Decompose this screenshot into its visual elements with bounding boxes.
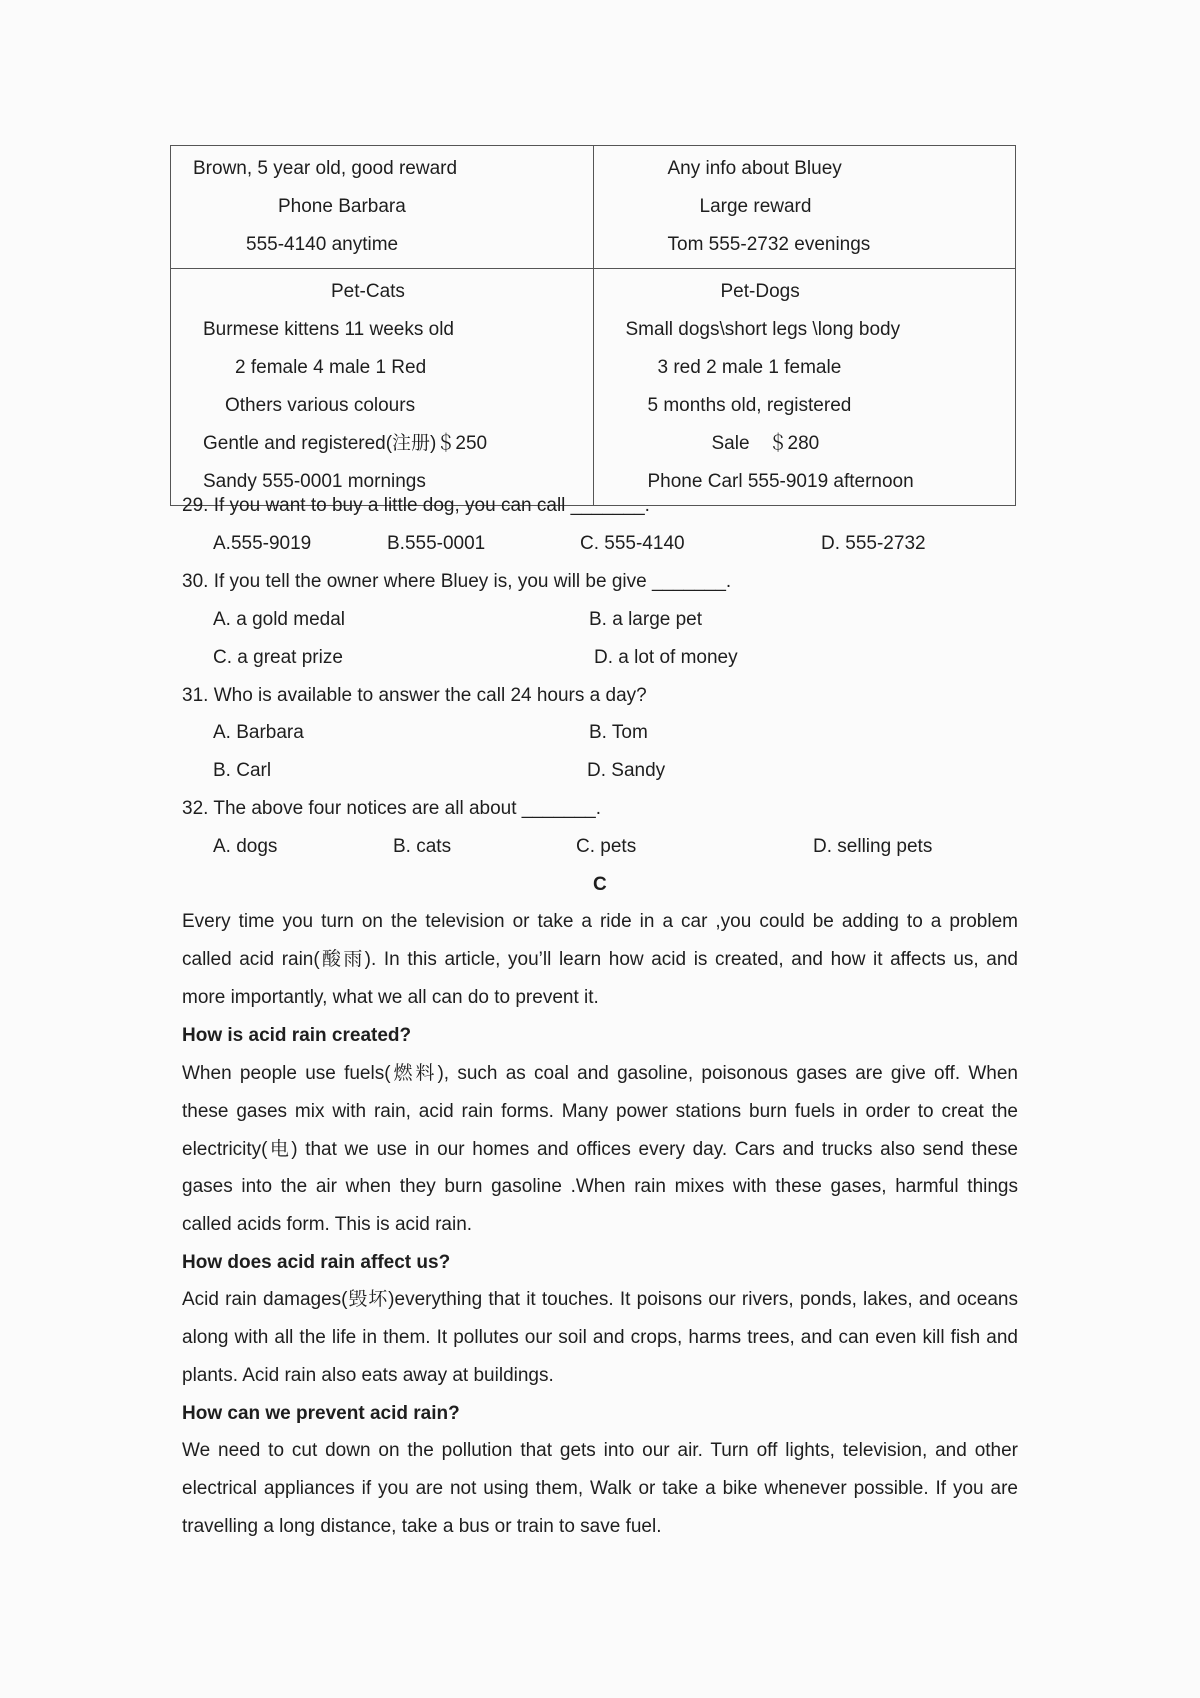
question-29-stem: 29. If you want to buy a little dog, you can call _______. — [182, 495, 650, 516]
question-32-option-a: A. dogs — [213, 836, 278, 857]
question-31-option-c: B. Carl — [213, 760, 272, 781]
notice-pet-dogs — [593, 269, 1016, 506]
paragraph-how-created: When people use fuels(燃料), such as coal and gasoline, poisonous gases are give off. When these gases mix with rain, acid rain forms. Many power stations burn fuels in order to creat the electricity(电) that we use in our homes and offices every day. Cars and trucks also send these gases into the air when they burn gasoline .When rain mixes with these gases, harmful things called acids form. This is acid rain. — [182, 1063, 1018, 1236]
paragraph-how-prevent: We need to cut down on the pollution that gets into our air. Turn off lights, television, and other electrical appliances if you are not using them, Walk or take a bike whenever possible. If you are travelling a long distance, take a bus or train to save fuel. — [182, 1440, 1018, 1537]
section-c-letter: C — [593, 874, 607, 895]
notice-heading: Pet-Cats — [331, 281, 405, 302]
question-30-option-a: A. a gold medal — [213, 609, 346, 630]
notice-lost-bluey — [593, 146, 1016, 269]
question-31-stem: 31. Who is available to answer the call 24 hours a day? — [182, 685, 647, 706]
notice-line: Any info about Bluey — [667, 158, 842, 179]
question-32-stem: 32. The above four notices are all about _______. — [182, 798, 602, 819]
notice-line: Brown, 5 year old, good reward — [193, 158, 458, 179]
question-29-option-c: C. 555-4140 — [580, 533, 685, 554]
notice-line: Phone Carl 555-9019 afternoon — [647, 471, 914, 492]
notice-line: Large reward — [699, 196, 812, 217]
question-31-option-d: D. Sandy — [587, 760, 666, 781]
heading-how-prevent: How can we prevent acid rain? — [182, 1403, 460, 1424]
notice-line: Others various colours — [225, 395, 416, 416]
notice-heading: Pet-Dogs — [720, 281, 800, 302]
question-32-option-d: D. selling pets — [813, 836, 933, 857]
heading-how-affect: How does acid rain affect us? — [182, 1252, 451, 1273]
question-31-option-a: A. Barbara — [213, 722, 304, 743]
question-30-option-c: C. a great prize — [213, 647, 343, 668]
notice-line: Small dogs\short legs \long body — [625, 319, 901, 340]
question-30-option-d: D. a lot of money — [594, 647, 738, 668]
notice-line: Sale ＄280 — [711, 433, 820, 454]
question-29-option-b: B.555-0001 — [387, 533, 486, 554]
notice-table — [170, 145, 1016, 506]
heading-how-created: How is acid rain created? — [182, 1025, 412, 1046]
notice-line: Burmese kittens 11 weeks old — [203, 319, 454, 340]
notice-line: 2 female 4 male 1 Red — [235, 357, 427, 378]
question-29-option-a: A.555-9019 — [213, 533, 312, 554]
question-32-option-b: B. cats — [393, 836, 452, 857]
notice-line: 3 red 2 male 1 female — [657, 357, 842, 378]
notice-pet-cats — [171, 269, 594, 506]
paragraph-how-affect: Acid rain damages(毁坏)everything that it touches. It poisons our rivers, ponds, lakes, and oceans along with all the life in them. It pollutes our soil and crops, harms trees, and can even kill fish and plants. Acid rain also eats away at buildings. — [182, 1289, 1018, 1386]
notice-line: Sandy 555-0001 mornings — [203, 471, 426, 492]
notice-line: 555-4140 anytime — [246, 234, 399, 255]
section-c-intro: Every time you turn on the television or take a ride in a car ,you could be adding to a problem called acid rain(酸雨). In this article, you’ll learn how acid is created, and how it affects us, and more importantly, what we all can do to prevent it. — [182, 911, 1018, 1008]
question-29-option-d: D. 555-2732 — [821, 533, 926, 554]
question-30-stem: 30. If you tell the owner where Bluey is, you will be give _______. — [182, 571, 732, 592]
question-31-option-b: B. Tom — [589, 722, 648, 743]
notice-line: Phone Barbara — [278, 196, 406, 217]
notice-line: 5 months old, registered — [647, 395, 852, 416]
notice-line: Gentle and registered(注册)＄250 — [203, 433, 488, 454]
notice-line: Tom 555-2732 evenings — [667, 234, 871, 255]
question-30-option-b: B. a large pet — [589, 609, 703, 630]
question-32-option-c: C. pets — [576, 836, 637, 857]
notice-lost-brown — [171, 146, 594, 269]
